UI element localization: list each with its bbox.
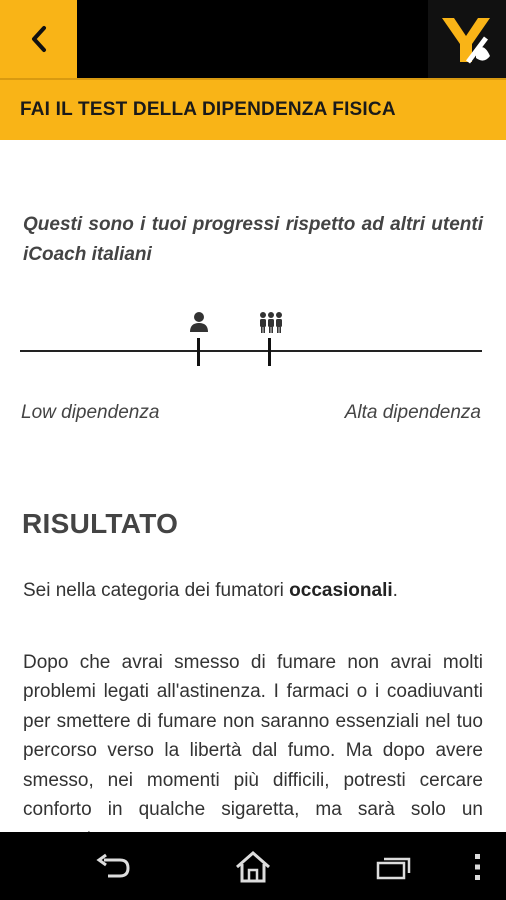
category-value: occasionali <box>289 580 393 601</box>
nav-overflow-menu-button[interactable] <box>470 850 486 884</box>
dependency-scale-line <box>20 350 482 352</box>
back-button[interactable] <box>0 0 77 78</box>
person-icon <box>189 311 209 333</box>
others-position-marker <box>268 338 271 366</box>
intro-text: Questi sono i tuoi progressi rispetto ad altri utenti iCoach italiani <box>23 214 483 265</box>
top-action-bar <box>0 0 506 78</box>
nav-recent-apps-button[interactable] <box>374 850 414 884</box>
low-dependency-label: Low dipendenza <box>21 402 160 423</box>
home-icon <box>234 850 272 884</box>
group-icon <box>257 311 285 333</box>
high-dependency-label: Alta dipendenza <box>344 402 481 423</box>
back-arrow-icon <box>94 854 132 880</box>
system-nav-bar <box>0 832 506 900</box>
overflow-menu-icon <box>474 853 482 881</box>
app-logo <box>428 0 506 78</box>
nav-back-button[interactable] <box>93 850 133 884</box>
page-title-bar <box>0 78 506 140</box>
icoach-logo-icon <box>428 0 506 78</box>
chevron-left-icon <box>28 24 50 54</box>
category-suffix: . <box>392 580 398 601</box>
category-prefix: Sei nella categoria dei fumatori <box>23 580 290 601</box>
nav-home-button[interactable] <box>233 850 273 884</box>
your-position-marker <box>197 338 200 366</box>
page-title: FAI IL TEST DELLA DIPENDENZA FISICA <box>20 99 396 120</box>
recent-apps-icon <box>376 854 412 880</box>
category-sentence <box>23 580 398 602</box>
result-heading: RISULTATO <box>22 508 179 539</box>
content-area[interactable] <box>0 140 506 832</box>
result-description: Dopo che avrai smesso di fumare non avrai molti problemi legati all'astinenza. I farmaci o i coadiuvanti per smettere di fumare non saranno essenziali nel tuo percorso verso la libertà dal fumo. Ma dopo avere smesso, nei momenti più difficili, potresti cercare conforto in qualche sigaretta, ma sarà solo un <box>23 652 483 821</box>
